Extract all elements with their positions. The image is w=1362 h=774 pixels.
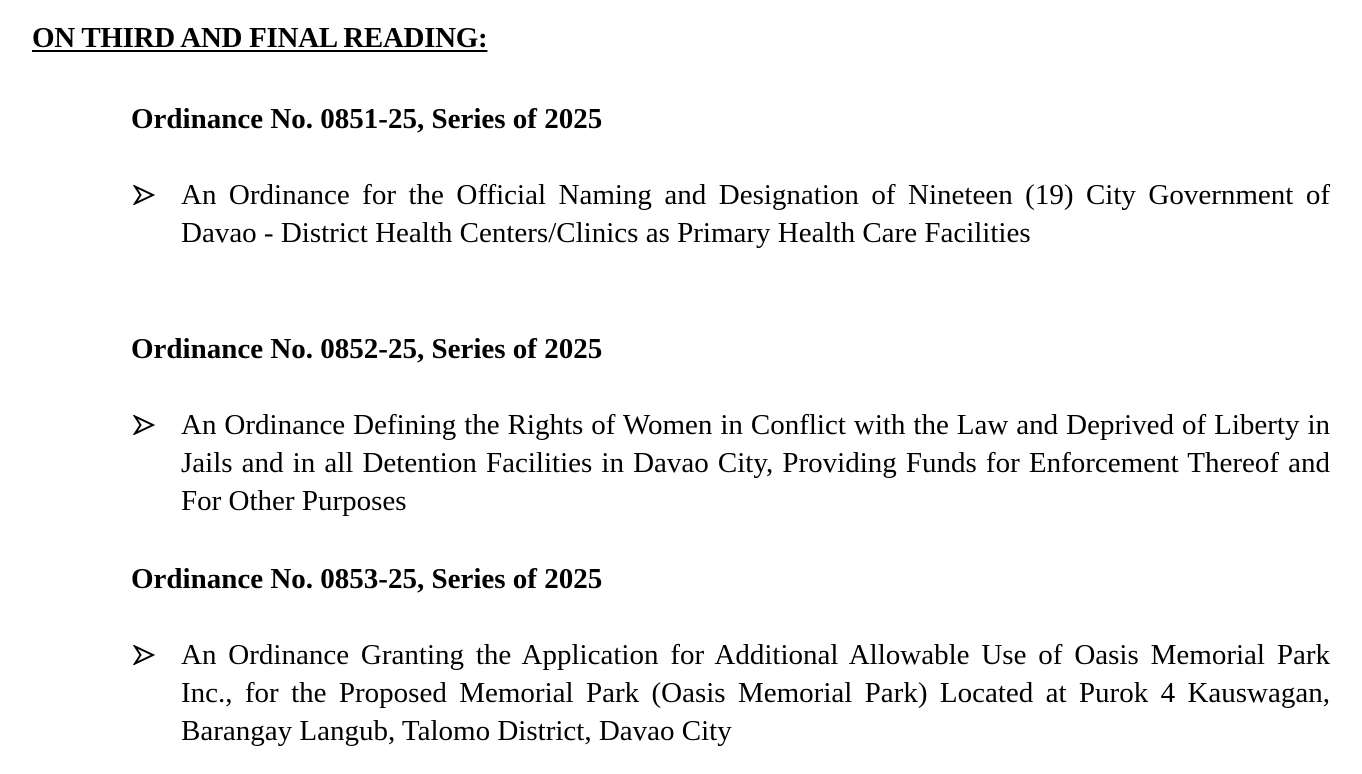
ordinance-entry — [131, 560, 1330, 750]
ordinance-description: An Ordinance Granting the Application for Additional Allowable Use of Oasis Memorial Park Inc., for the Proposed Memorial Park (Oasis Memorial Park) Located at Purok 4 Kauswagan, Barangay Langub, Talomo District, Davao City — [181, 639, 1330, 747]
arrowhead-bullet-icon — [133, 406, 157, 444]
ordinance-entry — [131, 100, 1330, 252]
ordinance-title: Ordinance No. 0852-25, Series of 2025 — [131, 333, 603, 365]
ordinance-item — [131, 176, 1330, 252]
ordinance-item — [131, 406, 1330, 520]
arrowhead-bullet-icon — [133, 636, 157, 674]
ordinance-title: Ordinance No. 0853-25, Series of 2025 — [131, 563, 603, 595]
section-heading: ON THIRD AND FINAL READING: — [32, 22, 488, 54]
ordinance-item — [131, 636, 1330, 750]
ordinance-description: An Ordinance for the Official Naming and Designation of Nineteen (19) City Government of Davao - District Health Centers/Clinics as Primary Health Care Facilities — [181, 179, 1330, 249]
ordinance-description: An Ordinance Defining the Rights of Women in Conflict with the Law and Deprived of Liberty in Jails and in all Detention Facilities in Davao City, Providing Funds for Enforcement Thereof and For Other Purposes — [181, 409, 1330, 517]
ordinance-title: Ordinance No. 0851-25, Series of 2025 — [131, 103, 603, 135]
arrowhead-bullet-icon — [133, 176, 157, 214]
ordinance-entry — [131, 330, 1330, 520]
